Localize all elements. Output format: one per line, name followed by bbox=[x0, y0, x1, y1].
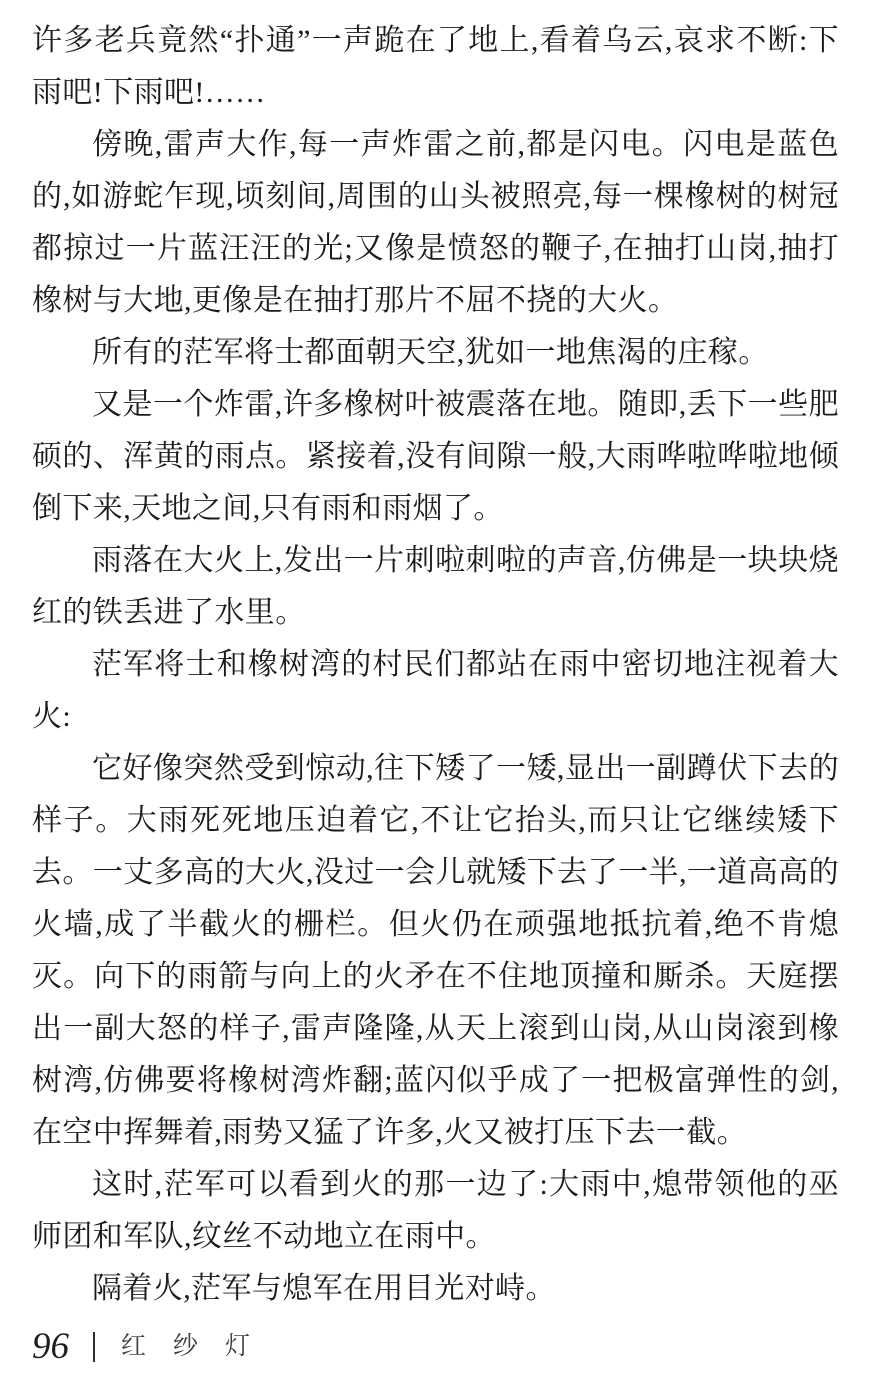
paragraph: 隔着火,茫军与熄军在用目光对峙。 bbox=[92, 1272, 556, 1305]
paragraph: 茫军将士和橡树湾的村民们都站在雨中密切地注视着大火: bbox=[32, 648, 839, 733]
paragraph: 雨落在大火上,发出一片刺啦刺啦的声音,仿佛是一块块烧红的铁丢进了水里。 bbox=[32, 544, 839, 629]
paragraph: 傍晚,雷声大作,每一声炸雷之前,都是闪电。闪电是蓝色的,如游蛇乍现,顷刻间,周围的山头被照亮,每一棵橡树的树冠都掠过一片蓝汪汪的光;又像是愤怒的鞭子,在抽打山岗,抽打橡树与大地,更像是在抽打那片不屈不挠的大火。 bbox=[32, 128, 839, 317]
book-title: 红纱灯 bbox=[121, 1333, 278, 1360]
footer-divider bbox=[93, 1332, 95, 1362]
page-number: 96 bbox=[32, 1326, 69, 1367]
page-footer bbox=[32, 1328, 277, 1365]
page-text-block bbox=[32, 15, 839, 1315]
paragraph: 它好像突然受到惊动,往下矮了一矮,显出一副蹲伏下去的样子。大雨死死地压迫着它,不让它抬头,而只让它继续矮下去。一丈多高的大火,没过一会儿就矮下去了一半,一道高高的火墙,成了半截火的栅栏。但火仍在顽强地抵抗着,绝不肯熄灭。向下的雨箭与向上的火矛在不住地顶撞和厮杀。天庭摆出一副大怒的样子,雷声隆隆,从天上滚到山岗,从山岗滚到橡树湾,仿佛要将橡树湾炸翻;蓝闪似乎成了一把极富弹性的剑,在空中挥舞着,雨势又猛了许多,火又被打压下去一截。 bbox=[32, 752, 839, 1149]
paragraph: 许多老兵竟然“扑通”一声跪在了地上,看着乌云,哀求不断:下雨吧!下雨吧!…… bbox=[32, 24, 839, 109]
paragraph: 又是一个炸雷,许多橡树叶被震落在地。随即,丢下一些肥硕的、浑黄的雨点。紧接着,没有间隙一般,大雨哗啦哗啦地倾倒下来,天地之间,只有雨和雨烟了。 bbox=[32, 388, 839, 525]
paragraph: 这时,茫军可以看到火的那一边了:大雨中,熄带领他的巫师团和军队,纹丝不动地立在雨中。 bbox=[32, 1168, 839, 1253]
paragraph: 所有的茫军将士都面朝天空,犹如一地焦渴的庄稼。 bbox=[92, 336, 769, 369]
